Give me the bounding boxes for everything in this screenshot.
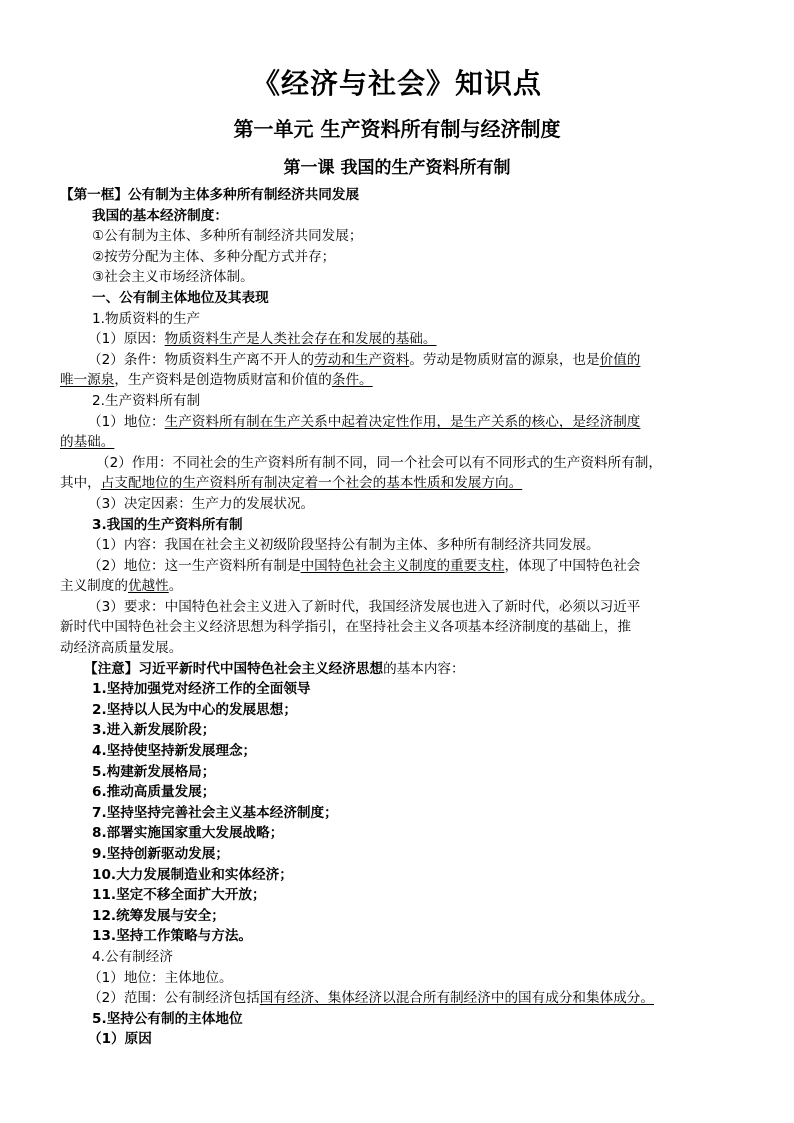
paragraph-line: （2）条件：物质资料生产离不开人的劳动和生产资料。劳动是物质财富的源泉，也是价值的: [88, 351, 641, 368]
note-heading: 【注意】习近平新时代中国特色社会主义经济思想的基本内容：: [84, 660, 465, 677]
note-item: 1.坚持加强党对经济工作的全面领导: [92, 681, 311, 698]
paragraph-line: （1）原因: [88, 1031, 152, 1048]
subsection-title: 4.公有制经济: [92, 948, 173, 965]
note-item: 8.部署实施国家重大发展战略；: [92, 825, 284, 842]
unit-title: 第一单元 生产资料所有制与经济制度: [233, 117, 561, 141]
note-item: 4.坚持使坚持新发展理念；: [92, 743, 257, 760]
note-item: 11.坚定不移全面扩大开放；: [92, 887, 266, 904]
paragraph-line: 动经济高质量发展。: [60, 640, 183, 657]
note-item: 12.统筹发展与安全；: [92, 907, 225, 924]
basic-item: ①公有制为主体、多种所有制经济共同发展；: [92, 228, 363, 245]
note-item: 9.坚持创新驱动发展；: [92, 846, 229, 862]
paragraph-line: （3）要求：中国特色社会主义进入了新时代，我国经济发展也进入了新时代，必须以习近平: [88, 598, 641, 615]
subsection-title: 2.生产资料所有制: [92, 392, 201, 409]
note-item: 3.进入新发展阶段；: [92, 722, 216, 739]
paragraph-line: （1）内容：我国在社会主义初级阶段坚持公有制为主体、多种所有制经济共同发展。: [88, 537, 600, 554]
subsection-title: 3.我国的生产资料所有制: [92, 516, 243, 533]
note-item: 7.坚持坚持完善社会主义基本经济制度；: [92, 804, 338, 821]
lesson-title: 第一课 我国的生产资料所有制: [283, 158, 511, 178]
note-item: 6.推动高质量发展；: [92, 784, 216, 801]
paragraph-line: （1）地位：生产资料所有制在生产关系中起着决定性作用，是生产关系的核心，是经济制度: [88, 413, 641, 430]
paragraph-line: 主义制度的优越性。: [60, 578, 183, 595]
paragraph-line: （2）范围：公有制经济包括国有经济、集体经济以混合所有制经济中的国有成分和集体成分。: [88, 990, 654, 1007]
frame-heading: 【第一框】公有制为主体多种所有制经济共同发展: [60, 187, 360, 203]
paragraph-line: 唯一源泉，生产资料是创造物质财富和价值的条件。: [60, 372, 373, 389]
paragraph-line: （2）地位：这一生产资料所有制是中国特色社会主义制度的重要支柱，体现了中国特色社会: [88, 557, 641, 574]
note-item: 10.大力发展制造业和实体经济；: [92, 866, 293, 883]
paragraph-line: 的基础。: [60, 434, 115, 451]
paragraph-line: （2）作用：不同社会的生产资料所有制不同，同一个社会可以有不同形式的生产资料所有制，: [96, 454, 662, 471]
section-heading: 一、公有制主体地位及其表现: [92, 289, 269, 306]
paragraph-line: （3）决定因素：生产力的发展状况。: [88, 495, 315, 512]
subsection-title: 1.物质资料的生产: [92, 310, 201, 327]
subsection-title: 5.坚持公有制的主体地位: [92, 1010, 243, 1027]
paragraph-line: （1）原因：物质资料生产是人类社会存在和发展的基础。: [88, 331, 437, 348]
basic-item: ③社会主义市场经济体制。: [92, 269, 254, 286]
document-body: [60, 185, 736, 1050]
paragraph-line: 其中，占支配地位的生产资料所有制决定着一个社会的基本性质和发展方向。: [60, 475, 523, 492]
note-item: 13.坚持工作策略与方法。: [92, 928, 253, 945]
basic-item: ②按劳分配为主体、多种分配方式并存；: [92, 248, 336, 265]
paragraph-line: （1）地位：主体地位。: [88, 969, 233, 986]
basic-system-label: 我国的基本经济制度：: [92, 207, 228, 224]
note-item: 5.构建新发展格局；: [92, 763, 216, 780]
paragraph-line: 新时代中国特色社会主义经济思想为科学指引，在坚持社会主义各项基本经济制度的基础上，推: [60, 619, 631, 636]
note-item: 2.坚持以人民为中心的发展思想；: [92, 701, 297, 718]
document-title: 《经济与社会》知识点: [251, 67, 542, 100]
